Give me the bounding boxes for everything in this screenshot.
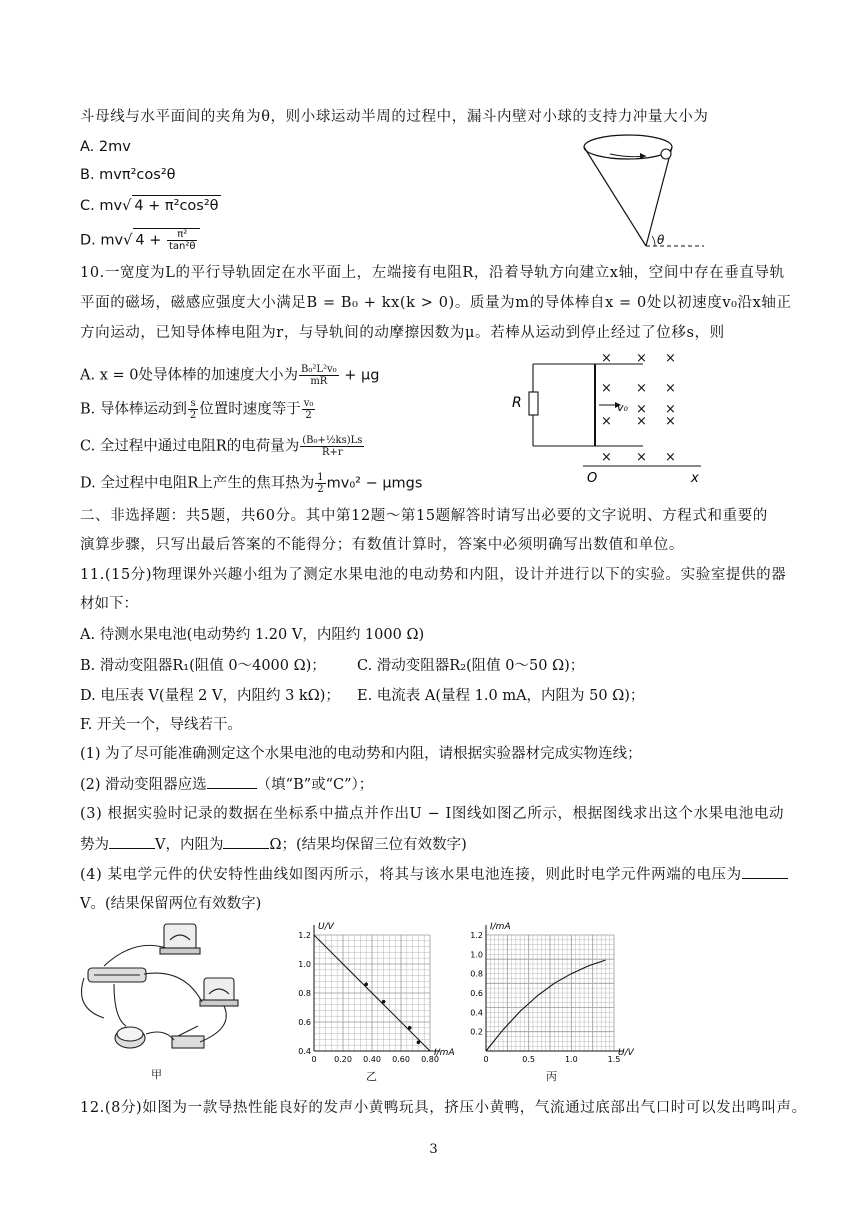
- apparatus-figure: [74, 918, 244, 1068]
- svg-text:×: ×: [601, 381, 612, 396]
- data-point: [364, 983, 368, 987]
- x-tick-label: 0: [483, 1055, 489, 1064]
- q10-option-b: B. 导体棒运动到 $\frac{s}{2}$ 位置时速度等于 $\frac{\text{v₀}}{2}$: [80, 398, 314, 421]
- q11-item-b: B. 滑动变阻器R₁(阻值 0～4000 Ω)；: [80, 658, 326, 674]
- section2-line1: 二、非选择题：共5题，共60分。其中第12题～第15题解答时请写出必要的文字说明、方程式和重要的: [80, 508, 768, 524]
- y-tick-label: 1.0: [470, 950, 483, 960]
- q10-line1: 10.一宽度为L的平行导轨固定在水平面上，左端接有电阻R，沿着导轨方向建立x轴，空间中存在垂直导轨: [80, 265, 785, 281]
- svg-text:×: ×: [636, 402, 647, 417]
- x-tick-label: 1.0: [564, 1055, 578, 1064]
- x-tick-label: 0.40: [363, 1055, 381, 1064]
- q9-stem-tail: 斗母线与水平面间的夹角为θ，则小球运动半周的过程中，漏斗内壁对小球的支持力冲量大小为: [80, 109, 709, 125]
- x-axis-label: U/V: [618, 1048, 634, 1058]
- svg-text:×: ×: [636, 351, 647, 366]
- q10-option-d: D. 全过程中电阻R上产生的焦耳热为 $\frac{1}{2}$ mv₀² − μmgs: [80, 472, 423, 495]
- y-axis-label: U/V: [318, 922, 334, 932]
- q11-item-a: A. 待测水果电池(电动势约 1.20 V，内阻约 1000 Ω): [80, 627, 425, 643]
- svg-text:×: ×: [636, 450, 647, 465]
- q11-part4-b: V。(结果保留两位有效数字): [80, 896, 262, 912]
- answer-blank-4[interactable]: [742, 864, 788, 879]
- q11-item-e: E. 电流表 A(量程 1.0 mA，内阻为 50 Ω)；: [357, 688, 645, 704]
- svg-text:×: ×: [601, 450, 612, 465]
- q11-part1: (1) 为了尽可能准确测定这个水果电池的电动势和内阻，请根据实验器材完成实物连线；: [80, 746, 642, 762]
- svg-text:x: x: [691, 471, 699, 486]
- answer-blank-2[interactable]: [207, 774, 257, 789]
- x-axis-label: I/mA: [434, 1048, 455, 1058]
- svg-text:O: O: [587, 471, 598, 486]
- y-tick-label: 1.0: [298, 960, 311, 969]
- x-tick-label: 0.80: [421, 1055, 439, 1064]
- data-point: [417, 1041, 421, 1045]
- x-tick-label: 0.20: [334, 1055, 352, 1064]
- y-axis-label: I/mA: [490, 922, 511, 932]
- x-tick-label: 0: [311, 1055, 317, 1064]
- q9-option-c: C. mv√ 4 + π²cos²θ: [80, 195, 221, 216]
- q9-option-a: A. 2mv: [80, 139, 131, 155]
- figure-jia-caption: 甲: [151, 1068, 162, 1081]
- data-point: [382, 1000, 386, 1004]
- section2-line2: 演算步骤，只写出最后答案的不能得分；有数值计算时，答案中必须明确写出数值和单位。: [80, 537, 684, 553]
- y-tick-label: 0.4: [470, 1008, 483, 1018]
- svg-text:×: ×: [601, 351, 612, 366]
- svg-text:×: ×: [601, 414, 612, 429]
- svg-text:×: ×: [636, 414, 647, 429]
- q10-line3: 方向运动，已知导体棒电阻为r，与导轨间的动摩擦因数为μ。若棒从运动到停止经过了位移s，则: [80, 325, 725, 341]
- x-tick-label: 0.5: [522, 1055, 536, 1064]
- svg-text:×: ×: [665, 450, 676, 465]
- page-number: 3: [429, 1142, 438, 1157]
- y-tick-label: 1.2: [470, 931, 483, 940]
- chart-bing: [464, 915, 644, 1065]
- chart-yi: [292, 915, 460, 1065]
- svg-text:×: ×: [665, 351, 676, 366]
- answer-blank-3a[interactable]: [109, 834, 155, 849]
- q11-part3-b: 势为 V，内阻为 Ω；(结果均保留三位有效数字): [80, 834, 467, 855]
- data-point: [408, 1026, 412, 1030]
- q10-option-c: C. 全过程中通过电阻R的电荷量为 $\frac{\text{(B₀+½ks)Ls}}{R+r}$: [80, 435, 363, 458]
- q11-line1: 11.(15分)物理课外兴趣小组为了测定水果电池的电动势和内阻，设计并进行以下的实验。实验室提供的器: [80, 567, 787, 583]
- q11-item-d: D. 电压表 V(量程 2 V，内阻约 3 kΩ)；: [80, 688, 340, 704]
- q11-part2: (2) 滑动变阻器应选 （填“B”或“C”）；: [80, 774, 373, 795]
- svg-text:×: ×: [636, 381, 647, 396]
- q11-part4-a: (4) 某电学元件的伏安特性曲线如图丙所示，将其与该水果电池连接，则此时电学元件两端的电压为: [80, 864, 788, 885]
- y-tick-label: 0.6: [298, 1018, 311, 1027]
- y-tick-label: 0.8: [298, 989, 311, 998]
- y-tick-label: 0.4: [298, 1047, 311, 1056]
- q9-option-b: B. mvπ²cos²θ: [80, 167, 176, 183]
- q10-line2: 平面的磁场，磁感应强度大小满足B = B₀ + kx(k > 0)。质量为m的导体棒自x = 0处以初速度v₀沿x轴正: [80, 295, 792, 311]
- rail-figure: [505, 348, 715, 486]
- y-tick-label: 0.8: [470, 969, 483, 979]
- q11-part3-a: (3) 根据实验时记录的数据在坐标系中描点并作出U − I图线如图乙所示，根据图线求出这个水果电池电动: [80, 806, 785, 822]
- y-tick-label: 1.2: [298, 931, 311, 940]
- q11-item-c: C. 滑动变阻器R₂(阻值 0～50 Ω)；: [357, 658, 585, 674]
- svg-text:×: ×: [665, 414, 676, 429]
- answer-blank-3b[interactable]: [223, 834, 269, 849]
- y-tick-label: 0.6: [470, 989, 483, 998]
- q10-option-a: A. x = 0处导体棒的加速度大小为 $\frac{\text{B₀²L²v₀}}{mR}$ + μg: [80, 364, 380, 387]
- svg-text:v₀: v₀: [617, 401, 628, 414]
- q12-line1: 12.(8分)如图为一款导热性能良好的发声小黄鸭玩具，挤压小黄鸭，气流通过底部出气口时可以发出鸣叫声。: [80, 1100, 807, 1116]
- svg-text:×: ×: [665, 402, 676, 417]
- figure-bing-caption: 丙: [546, 1070, 557, 1083]
- x-tick-label: 0.60: [392, 1055, 410, 1064]
- q9-option-d: D. mv√ 4 + $\frac{\text{π²}}{\text{tan²θ}}$: [80, 228, 200, 252]
- theta-label: θ: [657, 233, 665, 247]
- svg-text:R: R: [512, 395, 522, 411]
- svg-text:×: ×: [665, 381, 676, 396]
- x-tick-label: 1.5: [607, 1055, 621, 1064]
- q11-item-f: F. 开关一个，导线若干。: [80, 717, 243, 733]
- funnel-figure: [580, 128, 710, 253]
- y-tick-label: 0.2: [470, 1027, 483, 1037]
- figure-yi-caption: 乙: [366, 1070, 377, 1083]
- q11-line2: 材如下：: [80, 596, 138, 612]
